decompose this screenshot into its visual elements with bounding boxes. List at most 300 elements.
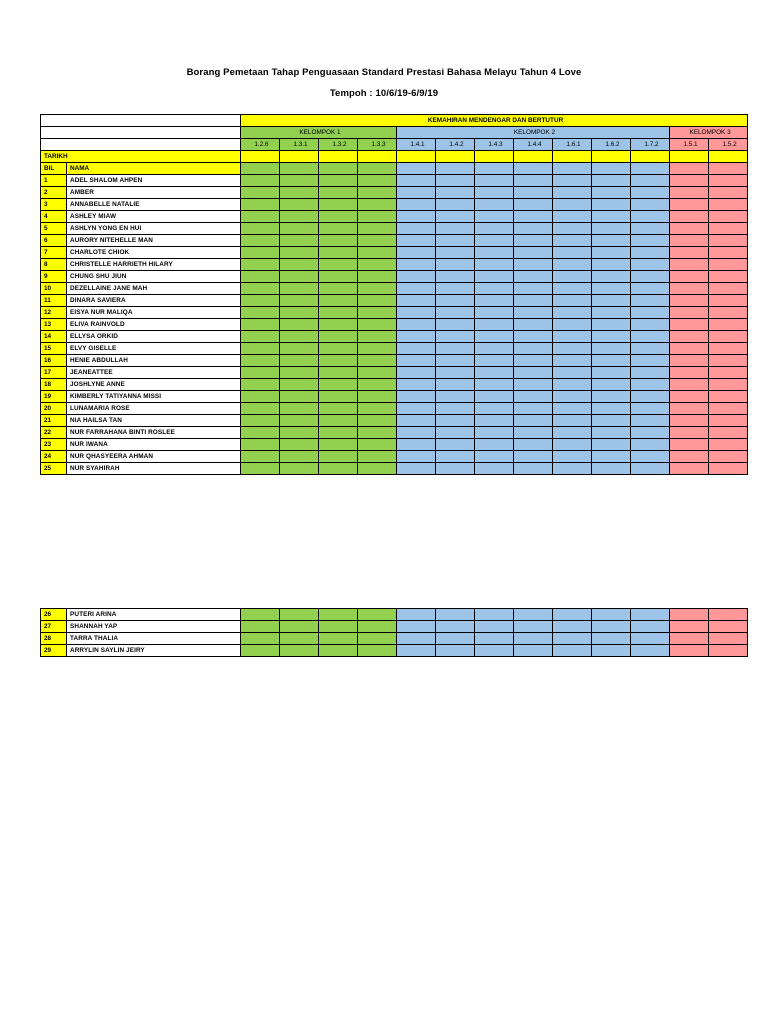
mark-cell bbox=[436, 235, 475, 247]
mark-cell bbox=[475, 319, 514, 331]
mark-cell bbox=[280, 403, 319, 415]
mark-cell bbox=[631, 415, 670, 427]
mark-cell bbox=[358, 463, 397, 475]
mark-cell bbox=[592, 439, 631, 451]
mark-cell bbox=[475, 427, 514, 439]
mark-cell bbox=[553, 247, 592, 259]
group-kelompok-3: KELOMPOK 3 bbox=[670, 127, 748, 139]
student-number: 24 bbox=[41, 451, 67, 463]
mark-cell bbox=[670, 247, 709, 259]
student-number: 18 bbox=[41, 379, 67, 391]
mark-cell bbox=[514, 307, 553, 319]
bil-color-cell bbox=[397, 163, 436, 175]
mark-cell bbox=[709, 223, 748, 235]
mark-cell bbox=[514, 355, 553, 367]
mark-cell bbox=[436, 463, 475, 475]
mark-cell bbox=[670, 633, 709, 645]
mark-cell bbox=[670, 379, 709, 391]
mark-cell bbox=[514, 391, 553, 403]
mark-cell bbox=[670, 403, 709, 415]
tarikh-cell bbox=[358, 151, 397, 163]
mark-cell bbox=[241, 247, 280, 259]
mark-cell bbox=[241, 355, 280, 367]
mark-cell bbox=[319, 439, 358, 451]
code-1-4-3: 1.4.3 bbox=[475, 139, 514, 151]
mark-cell bbox=[553, 609, 592, 621]
mark-cell bbox=[358, 319, 397, 331]
mark-cell bbox=[397, 415, 436, 427]
mark-cell bbox=[709, 633, 748, 645]
mark-cell bbox=[592, 235, 631, 247]
student-name: CHARLOTE CHIOK bbox=[67, 247, 241, 259]
mark-cell bbox=[514, 621, 553, 633]
mark-cell bbox=[553, 187, 592, 199]
mark-cell bbox=[631, 451, 670, 463]
mark-cell bbox=[670, 175, 709, 187]
mark-cell bbox=[475, 259, 514, 271]
mark-cell bbox=[709, 463, 748, 475]
mark-cell bbox=[709, 175, 748, 187]
mark-cell bbox=[553, 211, 592, 223]
mark-cell bbox=[358, 633, 397, 645]
mark-cell bbox=[631, 199, 670, 211]
mark-cell bbox=[514, 463, 553, 475]
student-number: 8 bbox=[41, 259, 67, 271]
mark-cell bbox=[592, 609, 631, 621]
mark-cell bbox=[241, 391, 280, 403]
mark-cell bbox=[553, 633, 592, 645]
mark-cell bbox=[319, 271, 358, 283]
mark-cell bbox=[280, 223, 319, 235]
mark-cell bbox=[631, 463, 670, 475]
mark-cell bbox=[514, 633, 553, 645]
mark-cell bbox=[631, 271, 670, 283]
mark-cell bbox=[280, 439, 319, 451]
mark-cell bbox=[553, 295, 592, 307]
mark-cell bbox=[553, 621, 592, 633]
code-1-3-2: 1.3.2 bbox=[319, 139, 358, 151]
student-number: 12 bbox=[41, 307, 67, 319]
mark-cell bbox=[709, 367, 748, 379]
mark-cell bbox=[475, 307, 514, 319]
tarikh-cell bbox=[436, 151, 475, 163]
mark-cell bbox=[631, 355, 670, 367]
tarikh-row bbox=[41, 151, 748, 163]
mark-cell bbox=[358, 391, 397, 403]
mark-cell bbox=[280, 645, 319, 657]
mark-cell bbox=[280, 343, 319, 355]
mark-cell bbox=[319, 463, 358, 475]
student-row bbox=[41, 439, 748, 451]
student-name: DEZELLAINE JANE MAH bbox=[67, 283, 241, 295]
bil-color-cell bbox=[358, 163, 397, 175]
student-row bbox=[41, 307, 748, 319]
student-number: 20 bbox=[41, 403, 67, 415]
mark-cell bbox=[670, 391, 709, 403]
student-name: NUR SYAHIRAH bbox=[67, 463, 241, 475]
student-row bbox=[41, 645, 748, 657]
mark-cell bbox=[553, 223, 592, 235]
mark-cell bbox=[553, 451, 592, 463]
tarikh-cell bbox=[397, 151, 436, 163]
mark-cell bbox=[670, 621, 709, 633]
student-name: ANNABELLE NATALIE bbox=[67, 199, 241, 211]
mark-cell bbox=[670, 355, 709, 367]
mark-cell bbox=[709, 199, 748, 211]
mark-cell bbox=[553, 331, 592, 343]
mark-cell bbox=[397, 343, 436, 355]
mark-cell bbox=[631, 331, 670, 343]
mark-cell bbox=[553, 259, 592, 271]
mark-cell bbox=[436, 283, 475, 295]
mark-cell bbox=[670, 295, 709, 307]
student-number: 2 bbox=[41, 187, 67, 199]
mark-cell bbox=[397, 247, 436, 259]
student-row bbox=[41, 187, 748, 199]
tarikh-cell bbox=[475, 151, 514, 163]
mark-cell bbox=[397, 645, 436, 657]
mark-cell bbox=[709, 331, 748, 343]
mark-cell bbox=[514, 259, 553, 271]
mark-cell bbox=[553, 645, 592, 657]
mark-cell bbox=[553, 403, 592, 415]
mark-cell bbox=[631, 379, 670, 391]
mark-cell bbox=[592, 211, 631, 223]
mark-cell bbox=[475, 463, 514, 475]
mark-cell bbox=[514, 439, 553, 451]
student-name: AURORY NITEHELLE MAN bbox=[67, 235, 241, 247]
mark-cell bbox=[709, 391, 748, 403]
mark-cell bbox=[280, 609, 319, 621]
mark-cell bbox=[241, 367, 280, 379]
mark-cell bbox=[241, 427, 280, 439]
student-row bbox=[41, 427, 748, 439]
mark-cell bbox=[358, 247, 397, 259]
bil-color-cell bbox=[475, 163, 514, 175]
student-number: 13 bbox=[41, 319, 67, 331]
student-name: KIMBERLY TATIYANNA MISSI bbox=[67, 391, 241, 403]
student-row bbox=[41, 415, 748, 427]
mark-cell bbox=[592, 415, 631, 427]
mark-cell bbox=[241, 415, 280, 427]
student-row bbox=[41, 271, 748, 283]
mark-cell bbox=[670, 439, 709, 451]
student-name: ASHLYN YONG EN HUI bbox=[67, 223, 241, 235]
student-row bbox=[41, 609, 748, 621]
group-kelompok-1: KELOMPOK 1 bbox=[241, 127, 397, 139]
mark-cell bbox=[358, 235, 397, 247]
mark-cell bbox=[709, 343, 748, 355]
mark-cell bbox=[436, 645, 475, 657]
mark-cell bbox=[319, 391, 358, 403]
mark-cell bbox=[631, 427, 670, 439]
code-1-4-4: 1.4.4 bbox=[514, 139, 553, 151]
mark-cell bbox=[553, 283, 592, 295]
mark-cell bbox=[553, 391, 592, 403]
student-number: 1 bbox=[41, 175, 67, 187]
skill-title: KEMAHIRAN MENDENGAR DAN BERTUTUR bbox=[241, 115, 748, 127]
student-row bbox=[41, 199, 748, 211]
mark-cell bbox=[436, 175, 475, 187]
student-row bbox=[41, 247, 748, 259]
mark-cell bbox=[241, 645, 280, 657]
mark-cell bbox=[514, 187, 553, 199]
mark-cell bbox=[709, 319, 748, 331]
mark-cell bbox=[670, 271, 709, 283]
mark-cell bbox=[241, 331, 280, 343]
mark-cell bbox=[280, 355, 319, 367]
mark-cell bbox=[475, 199, 514, 211]
student-number: 5 bbox=[41, 223, 67, 235]
mark-cell bbox=[397, 283, 436, 295]
mark-cell bbox=[592, 463, 631, 475]
mark-cell bbox=[280, 259, 319, 271]
mark-cell bbox=[514, 175, 553, 187]
mark-cell bbox=[631, 283, 670, 295]
mark-cell bbox=[397, 439, 436, 451]
mark-cell bbox=[514, 211, 553, 223]
mark-cell bbox=[319, 211, 358, 223]
mark-cell bbox=[280, 331, 319, 343]
mark-cell bbox=[397, 355, 436, 367]
mark-cell bbox=[241, 307, 280, 319]
mark-cell bbox=[592, 223, 631, 235]
mark-cell bbox=[436, 379, 475, 391]
mark-cell bbox=[358, 403, 397, 415]
mark-cell bbox=[436, 295, 475, 307]
mark-cell bbox=[241, 271, 280, 283]
mark-cell bbox=[397, 367, 436, 379]
mark-cell bbox=[553, 235, 592, 247]
mark-cell bbox=[670, 415, 709, 427]
mark-cell bbox=[592, 307, 631, 319]
mark-cell bbox=[514, 235, 553, 247]
mark-cell bbox=[319, 307, 358, 319]
student-number: 26 bbox=[41, 609, 67, 621]
mark-cell bbox=[592, 295, 631, 307]
mark-cell bbox=[280, 621, 319, 633]
mark-cell bbox=[475, 247, 514, 259]
mark-cell bbox=[592, 247, 631, 259]
mark-cell bbox=[631, 175, 670, 187]
mark-cell bbox=[670, 319, 709, 331]
mark-cell bbox=[709, 415, 748, 427]
student-name: PUTERI ARINA bbox=[67, 609, 241, 621]
mark-cell bbox=[319, 367, 358, 379]
student-name: DINARA SAVIERA bbox=[67, 295, 241, 307]
mark-cell bbox=[475, 283, 514, 295]
mark-cell bbox=[436, 609, 475, 621]
mark-cell bbox=[514, 343, 553, 355]
code-1-3-1: 1.3.1 bbox=[280, 139, 319, 151]
mark-cell bbox=[280, 415, 319, 427]
mark-cell bbox=[592, 391, 631, 403]
mark-cell bbox=[319, 451, 358, 463]
mark-cell bbox=[358, 187, 397, 199]
mark-cell bbox=[280, 463, 319, 475]
code-1-5-2: 1.5.2 bbox=[709, 139, 748, 151]
mark-cell bbox=[280, 247, 319, 259]
group-blank bbox=[41, 127, 241, 139]
mark-cell bbox=[241, 439, 280, 451]
student-number: 25 bbox=[41, 463, 67, 475]
mark-cell bbox=[553, 439, 592, 451]
mark-cell bbox=[514, 247, 553, 259]
student-number: 23 bbox=[41, 439, 67, 451]
mark-cell bbox=[514, 609, 553, 621]
mark-cell bbox=[592, 645, 631, 657]
mark-cell bbox=[592, 367, 631, 379]
bil-color-cell bbox=[241, 163, 280, 175]
mark-cell bbox=[397, 295, 436, 307]
mark-cell bbox=[397, 379, 436, 391]
mark-cell bbox=[358, 415, 397, 427]
mark-cell bbox=[280, 307, 319, 319]
student-name: NIA HAILSA TAN bbox=[67, 415, 241, 427]
student-number: 9 bbox=[41, 271, 67, 283]
mark-cell bbox=[280, 367, 319, 379]
mark-cell bbox=[280, 211, 319, 223]
mark-cell bbox=[397, 271, 436, 283]
mark-cell bbox=[475, 609, 514, 621]
mark-cell bbox=[670, 283, 709, 295]
mark-cell bbox=[514, 295, 553, 307]
student-row bbox=[41, 343, 748, 355]
mark-cell bbox=[670, 427, 709, 439]
tarikh-cell bbox=[514, 151, 553, 163]
bil-color-cell bbox=[709, 163, 748, 175]
mark-cell bbox=[241, 199, 280, 211]
mark-cell bbox=[319, 235, 358, 247]
mark-cell bbox=[514, 645, 553, 657]
mark-cell bbox=[397, 223, 436, 235]
mark-cell bbox=[436, 247, 475, 259]
mark-cell bbox=[358, 199, 397, 211]
mark-cell bbox=[514, 367, 553, 379]
mark-cell bbox=[241, 187, 280, 199]
bil-color-cell bbox=[553, 163, 592, 175]
mark-cell bbox=[592, 331, 631, 343]
mark-cell bbox=[670, 451, 709, 463]
mark-cell bbox=[553, 379, 592, 391]
mark-cell bbox=[709, 235, 748, 247]
bil-color-cell bbox=[319, 163, 358, 175]
mark-cell bbox=[436, 439, 475, 451]
student-name: NUR IWANA bbox=[67, 439, 241, 451]
mark-cell bbox=[397, 391, 436, 403]
mark-cell bbox=[319, 379, 358, 391]
mark-cell bbox=[436, 355, 475, 367]
student-number: 6 bbox=[41, 235, 67, 247]
mark-cell bbox=[631, 235, 670, 247]
mark-cell bbox=[280, 235, 319, 247]
mark-cell bbox=[592, 259, 631, 271]
form-title: Borang Pemetaan Tahap Penguasaan Standard Prestasi Bahasa Melayu Tahun 4 Love bbox=[186, 67, 582, 78]
mark-cell bbox=[592, 199, 631, 211]
mark-cell bbox=[553, 199, 592, 211]
mark-cell bbox=[319, 199, 358, 211]
bil-color-cell bbox=[631, 163, 670, 175]
mark-cell bbox=[709, 427, 748, 439]
mark-cell bbox=[670, 367, 709, 379]
student-number: 14 bbox=[41, 331, 67, 343]
student-number: 16 bbox=[41, 355, 67, 367]
student-number: 11 bbox=[41, 295, 67, 307]
mark-cell bbox=[553, 271, 592, 283]
mark-cell bbox=[436, 415, 475, 427]
bil-color-cell bbox=[670, 163, 709, 175]
mark-cell bbox=[709, 247, 748, 259]
mark-cell bbox=[514, 199, 553, 211]
mark-cell bbox=[631, 645, 670, 657]
mark-cell bbox=[631, 403, 670, 415]
mark-cell bbox=[592, 175, 631, 187]
tarikh-cell bbox=[553, 151, 592, 163]
mark-cell bbox=[475, 633, 514, 645]
student-row bbox=[41, 175, 748, 187]
mark-cell bbox=[475, 175, 514, 187]
mark-cell bbox=[670, 645, 709, 657]
student-row bbox=[41, 235, 748, 247]
student-name: NUR QHASYEERA AHMAN bbox=[67, 451, 241, 463]
student-number: 4 bbox=[41, 211, 67, 223]
student-row bbox=[41, 259, 748, 271]
bil-color-cell bbox=[436, 163, 475, 175]
mark-cell bbox=[358, 355, 397, 367]
mark-cell bbox=[358, 283, 397, 295]
mark-cell bbox=[397, 259, 436, 271]
student-name: ELIVA RAINVOLD bbox=[67, 319, 241, 331]
student-name: NUR FARRAHANA BINTI ROSLEE bbox=[67, 427, 241, 439]
mark-cell bbox=[631, 621, 670, 633]
mark-cell bbox=[670, 307, 709, 319]
mark-cell bbox=[319, 319, 358, 331]
tarikh-label: TARIKH bbox=[41, 151, 241, 163]
mark-cell bbox=[436, 331, 475, 343]
mark-cell bbox=[592, 343, 631, 355]
mark-cell bbox=[319, 645, 358, 657]
student-row bbox=[41, 367, 748, 379]
mark-cell bbox=[709, 271, 748, 283]
mark-cell bbox=[319, 609, 358, 621]
mark-cell bbox=[514, 271, 553, 283]
mark-cell bbox=[475, 331, 514, 343]
student-name: TARRA THALIA bbox=[67, 633, 241, 645]
mark-cell bbox=[514, 283, 553, 295]
mark-cell bbox=[436, 259, 475, 271]
mark-cell bbox=[280, 379, 319, 391]
code-blank bbox=[41, 139, 241, 151]
mark-cell bbox=[358, 609, 397, 621]
mark-cell bbox=[709, 295, 748, 307]
mark-cell bbox=[436, 271, 475, 283]
mark-cell bbox=[670, 187, 709, 199]
student-number: 29 bbox=[41, 645, 67, 657]
mark-cell bbox=[241, 319, 280, 331]
mark-cell bbox=[709, 403, 748, 415]
student-row bbox=[41, 403, 748, 415]
mark-cell bbox=[358, 645, 397, 657]
student-number: 28 bbox=[41, 633, 67, 645]
mark-cell bbox=[241, 259, 280, 271]
mark-cell bbox=[241, 283, 280, 295]
mark-cell bbox=[475, 295, 514, 307]
mark-cell bbox=[592, 283, 631, 295]
student-number: 27 bbox=[41, 621, 67, 633]
mark-cell bbox=[709, 645, 748, 657]
mark-cell bbox=[631, 307, 670, 319]
mark-cell bbox=[670, 609, 709, 621]
